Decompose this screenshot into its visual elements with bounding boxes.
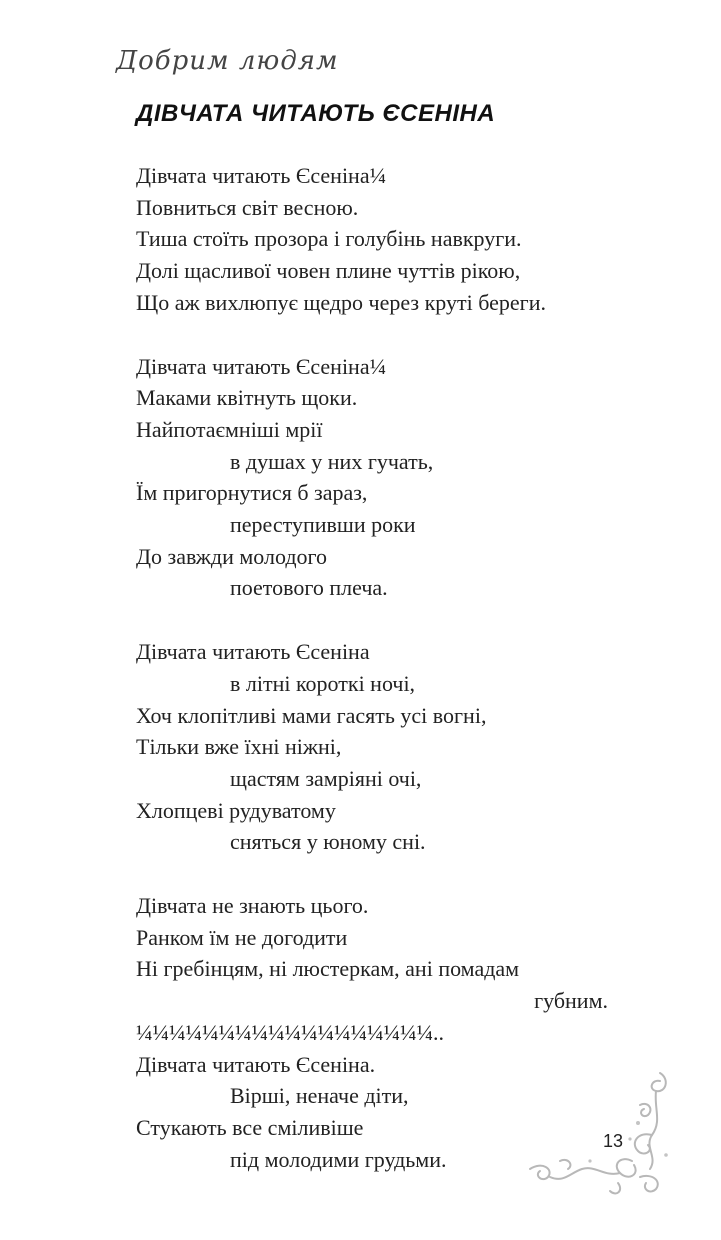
poem-line: Дівчата читають Єсеніна¼ [136, 353, 387, 379]
poem-line: Повниться світ весною. [136, 194, 359, 220]
poem-line: Вірші, неначе діти, [230, 1083, 409, 1109]
poem-line: Тільки вже їхні ніжні, [136, 734, 342, 760]
poem-line: Хлопцеві рудуватому [136, 797, 336, 823]
poem-line: переступивши роки [230, 512, 416, 538]
poem-line: Їм пригорнутися б зараз, [136, 480, 368, 506]
poem-line: Хоч клопітливі мами гасять усі вогні, [136, 702, 487, 728]
poem-line: Дівчата читають Єсеніна¼ [136, 163, 387, 188]
page-number: 13 [603, 1131, 624, 1151]
running-header: Добрим людям [116, 46, 339, 76]
poem-line: щастям замріяні очі, [230, 765, 422, 791]
poem-line: губним. [534, 988, 608, 1014]
poem-line: в душах у них гучать, [230, 448, 434, 474]
poem-line: під молодими грудьми. [230, 1146, 447, 1172]
poem-line: Долі щасливої човен плине чуттів рікою, [136, 258, 521, 284]
poem-line: Дівчата читають Єсеніна. [136, 1051, 376, 1077]
poem-line: Дівчата не знають цього. [136, 893, 369, 919]
floral-ornament-icon [520, 1065, 680, 1200]
poem-line: Маками квітнуть щоки. [136, 385, 358, 411]
poem-line: в літні короткі ночі, [230, 670, 416, 696]
poem-line: сняться у юному сні. [230, 829, 426, 855]
poem-line: ¼¼¼¼¼¼¼¼¼¼¼¼¼¼¼¼¼¼.. [136, 1019, 444, 1045]
poem-line: Дівчата читають Єсеніна [136, 639, 370, 665]
poem-body [136, 160, 696, 1207]
poem-title: ДІВЧАТА ЧИТАЮТЬ ЄСЕНІНА [136, 100, 496, 127]
poem-line: поетового плеча. [230, 575, 388, 601]
poem-line: Стукають все сміливіше [136, 1114, 364, 1140]
poem-line: Тиша стоїть прозора і голубінь навкруги. [136, 226, 522, 252]
stanza [136, 160, 696, 319]
poem-line: Що аж вихлюпує щедро через круті береги. [136, 289, 546, 315]
poem-line: Найпотаємніші мрії [136, 416, 323, 442]
poem-line: Ранком їм не догодити [136, 924, 348, 950]
poem-line: Ні гребінцям, ні люстеркам, ані помадам [136, 956, 520, 982]
poem-line: До завжди молодого [136, 543, 328, 569]
stanza [136, 351, 696, 605]
stanza [136, 636, 696, 858]
